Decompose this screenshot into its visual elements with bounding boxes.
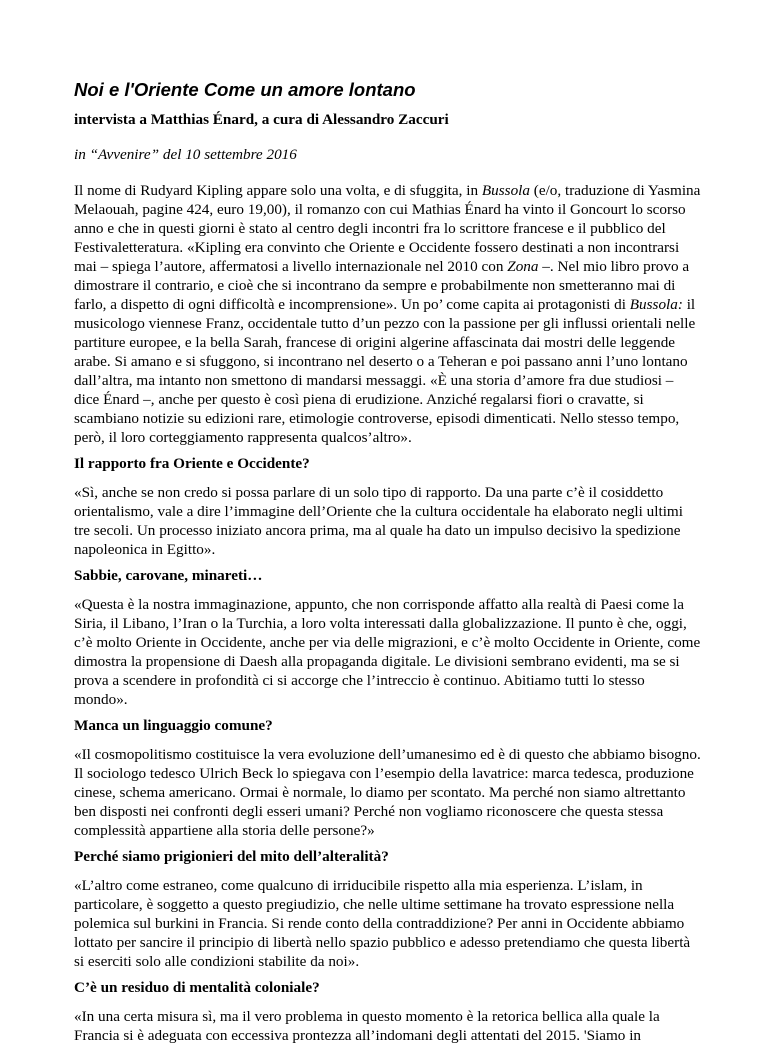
article-source: in “Avvenire” del 10 settembre 2016 bbox=[74, 146, 297, 163]
book-title-bussola: Bussola: bbox=[629, 296, 683, 313]
interview-answer: «Questa è la nostra immaginazione, appunto, che non corrisponde affatto alla realtà di Paesi come la Siria, il Libano, l’Iran o la Turchia, a loro volta interessati dalla globalizzazione. Il punto è che, oggi, c’è molto Oriente in Occidente, anche per via delle migrazioni, e c’è molto Occidente in Oriente, come dimostra la propensione di Daesh alla propaganda digitale. Le divisioni sembrano evidenti, ma se si prova a scendere in profondità ci si accorge che l’intreccio è continuo. Abitiamo tutti lo stesso mondo». bbox=[74, 596, 701, 708]
interview-question: Perché siamo prigionieri del mito dell’alteralità? bbox=[74, 848, 389, 865]
intro-paragraph: Il nome di Rudyard Kipling appare solo una volta, e di sfuggita, in Bussola (e/o, traduzione di Yasmina Melaouah, pagine 424, euro 19,00), il romanzo con cui Mathias Énard ha vinto il Goncourt lo scorso anno e che in questi giorni è stato al centro degli incontri fra lo scrittore francese e il pubblico del Festivaletteratura. «Kipling era convinto che Oriente e Occidente fossero destinati a non incontrarsi mai – spiega l’autore, affermatosi a livello internazionale nel 2010 con Zona –. Nel mio libro provo a dimostrare il contrario, e cioè che si incontrano da sempre e probabilmente non smetteranno mai di farlo, a dispetto di ogni difficoltà e incomprensione». Un po’ come capita ai protagonisti di Bussola: il musicologo viennese Franz, occidentale tutto d’un pezzo con la passione per gli influssi orientali nelle partiture europee, e la bella Sarah, francese di origini algerine affascinata dai mostri delle leggende arabe. Si amano e si sfuggono, si incontrano nel deserto o a Teheran e poi passano anni l’uno lontano dall’altra, ma intanto non smettono di mandarsi messaggi. «È una storia d’amore fra due studiosi – dice Énard –, anche per questo è così piena di erudizione. Anziché regalarsi fiori o cravatte, si scambiano notizie su edizioni rare, etimologie controverse, episodi dimenticati. Nello stesso tempo, però, il loro corteggiamento rappresenta qualcos’altro». bbox=[74, 182, 701, 446]
book-title-zona: Zona bbox=[507, 258, 539, 275]
interview-question: C’è un residuo di mentalità coloniale? bbox=[74, 979, 320, 996]
interview-answer: «Il cosmopolitismo costituisce la vera evoluzione dell’umanesimo ed è di questo che abbiamo bisogno. Il sociologo tedesco Ulrich Beck lo spiegava con l’esempio della lavatrice: marca tedesca, produzione cinese, schema americano. Ormai è normale, lo diamo per scontato. Ma perché non siamo altrettanto ben disposti nei confronti degli esseri umani? Perché non vogliamo riconoscere che questa stessa complessità appartiene alla storia delle persone?» bbox=[74, 746, 701, 839]
interview-answer: «In una certa misura sì, ma il vero problema in questo momento è la retorica bellica alla quale la Francia si è adeguata con eccessiva prontezza all’indomani degli attentati del 2015. 'Siamo in bbox=[74, 1008, 660, 1044]
book-title-bussola: Bussola bbox=[481, 182, 530, 199]
article-title: Noi e l'Oriente Come un amore lontano bbox=[74, 79, 416, 100]
interview-question: Il rapporto fra Oriente e Occidente? bbox=[74, 455, 310, 472]
interview-question: Manca un linguaggio comune? bbox=[74, 717, 273, 734]
article-subtitle: intervista a Matthias Énard, a cura di Alessandro Zaccuri bbox=[74, 111, 449, 128]
interview-answer: «Sì, anche se non credo si possa parlare di un solo tipo di rapporto. Da una parte c’è il cosiddetto orientalismo, vale a dire l’immagine dell’Oriente che la cultura occidentale ha elaborato negli ultimi tre secoli. Un processo iniziato ancora prima, ma al quale ha dato un impulso decisivo la spedizione napoleonica in Egitto». bbox=[74, 484, 683, 558]
interview-question: Sabbie, carovane, minareti… bbox=[74, 567, 263, 584]
interview-answer: «L’altro come estraneo, come qualcuno di irriducibile rispetto alla mia esperienza. L’islam, in particolare, è soggetto a questo pregiudizio, che nelle ultime settimane ha trovato espressione nella polemica sul burkini in Francia. Si rende conto della contraddizione? Per anni in Occidente abbiamo lottato per sancire il principio di libertà nello spazio pubblico e adesso pretendiamo che questa libertà si eserciti solo alle condizioni stabilite da noi». bbox=[74, 877, 691, 970]
document-page bbox=[74, 78, 702, 1052]
